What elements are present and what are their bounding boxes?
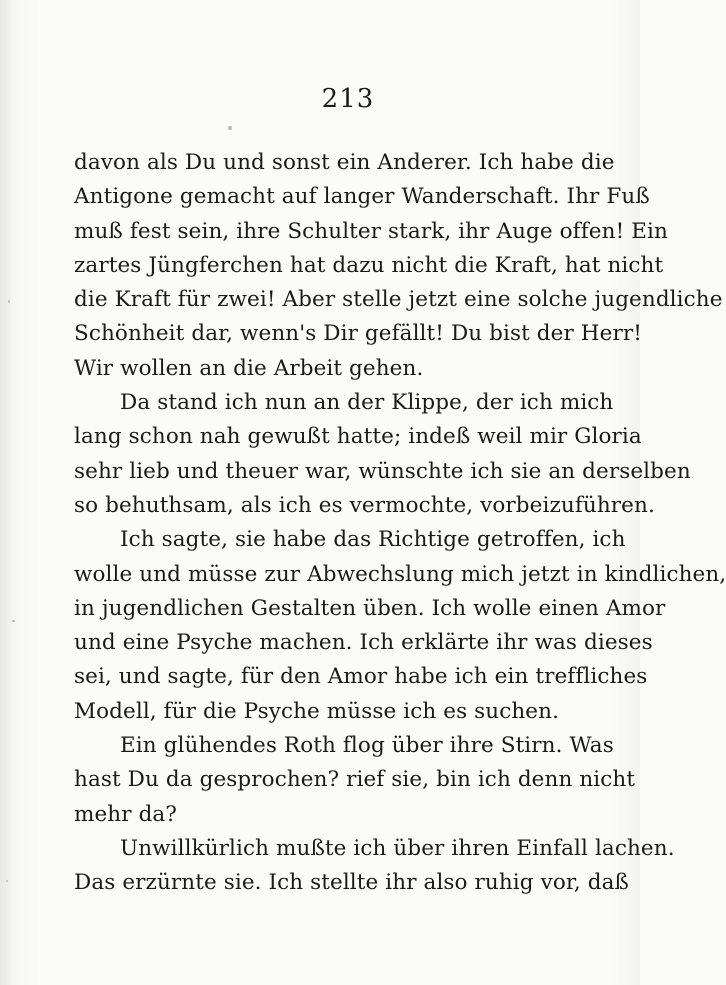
text-line: Ich sagte, sie habe das Richtige getroffen, ich xyxy=(120,527,626,553)
text-line: davon als Du und sonst ein Anderer. Ich habe die xyxy=(74,150,615,175)
text-line: in jugendlichen Gestalten üben. Ich wolle einen Amor xyxy=(74,595,666,621)
body-text xyxy=(74,146,726,901)
text-line: Modell, für die Psyche müsse ich es suchen. xyxy=(74,698,560,724)
text-line: Unwillkürlich mußte ich über ihren Einfall lachen. xyxy=(120,835,675,861)
text-line: sehr lieb und theuer war, wünschte ich sie an derselben xyxy=(74,458,691,484)
text-line: Das erzürnte sie. Ich stellte ihr also ruhig vor, daß xyxy=(74,870,629,896)
text-line: sei, und sagte, für den Amor habe ich ein treffliches xyxy=(74,664,648,690)
text-line: hast Du da gesprochen? rief sie, bin ich denn nicht xyxy=(74,767,636,793)
text-line: mehr da? xyxy=(74,801,177,827)
text-line: Antigone gemacht auf langer Wanderschaft. Ihr Fuß xyxy=(74,184,650,210)
paper-speck xyxy=(8,300,10,303)
text-line: Wir wollen an die Arbeit gehen. xyxy=(74,355,424,381)
text-line: Ein glühendes Roth flog über ihre Stirn. Was xyxy=(120,733,614,759)
text-line: und eine Psyche machen. Ich erklärte ihr was dieses xyxy=(74,630,653,656)
paper-speck xyxy=(228,126,232,130)
text-line: die Kraft für zwei! Aber stelle jetzt eine solche jugendliche xyxy=(74,287,723,313)
text-line: zartes Jüngferchen hat dazu nicht die Kraft, hat nicht xyxy=(74,252,664,278)
text-line: Schönheit dar, wenn's Dir gefällt! Du bist der Herr! xyxy=(74,321,642,347)
text-line: muß fest sein, ihre Schulter stark, ihr Auge offen! Ein xyxy=(74,218,668,244)
text-line: Da stand ich nun an der Klippe, der ich mich xyxy=(120,390,614,416)
text-line: lang schon nah gewußt hatte; indeß weil mir Gloria xyxy=(74,424,642,450)
text-line: so behuthsam, als ich es vermochte, vorbeizuführen. xyxy=(74,492,655,518)
text-line: wolle und müsse zur Abwechslung mich jetzt in kindlichen, xyxy=(74,561,726,587)
paper-speck xyxy=(12,620,15,622)
page-number: 213 xyxy=(321,84,375,114)
paper-speck xyxy=(6,880,8,882)
